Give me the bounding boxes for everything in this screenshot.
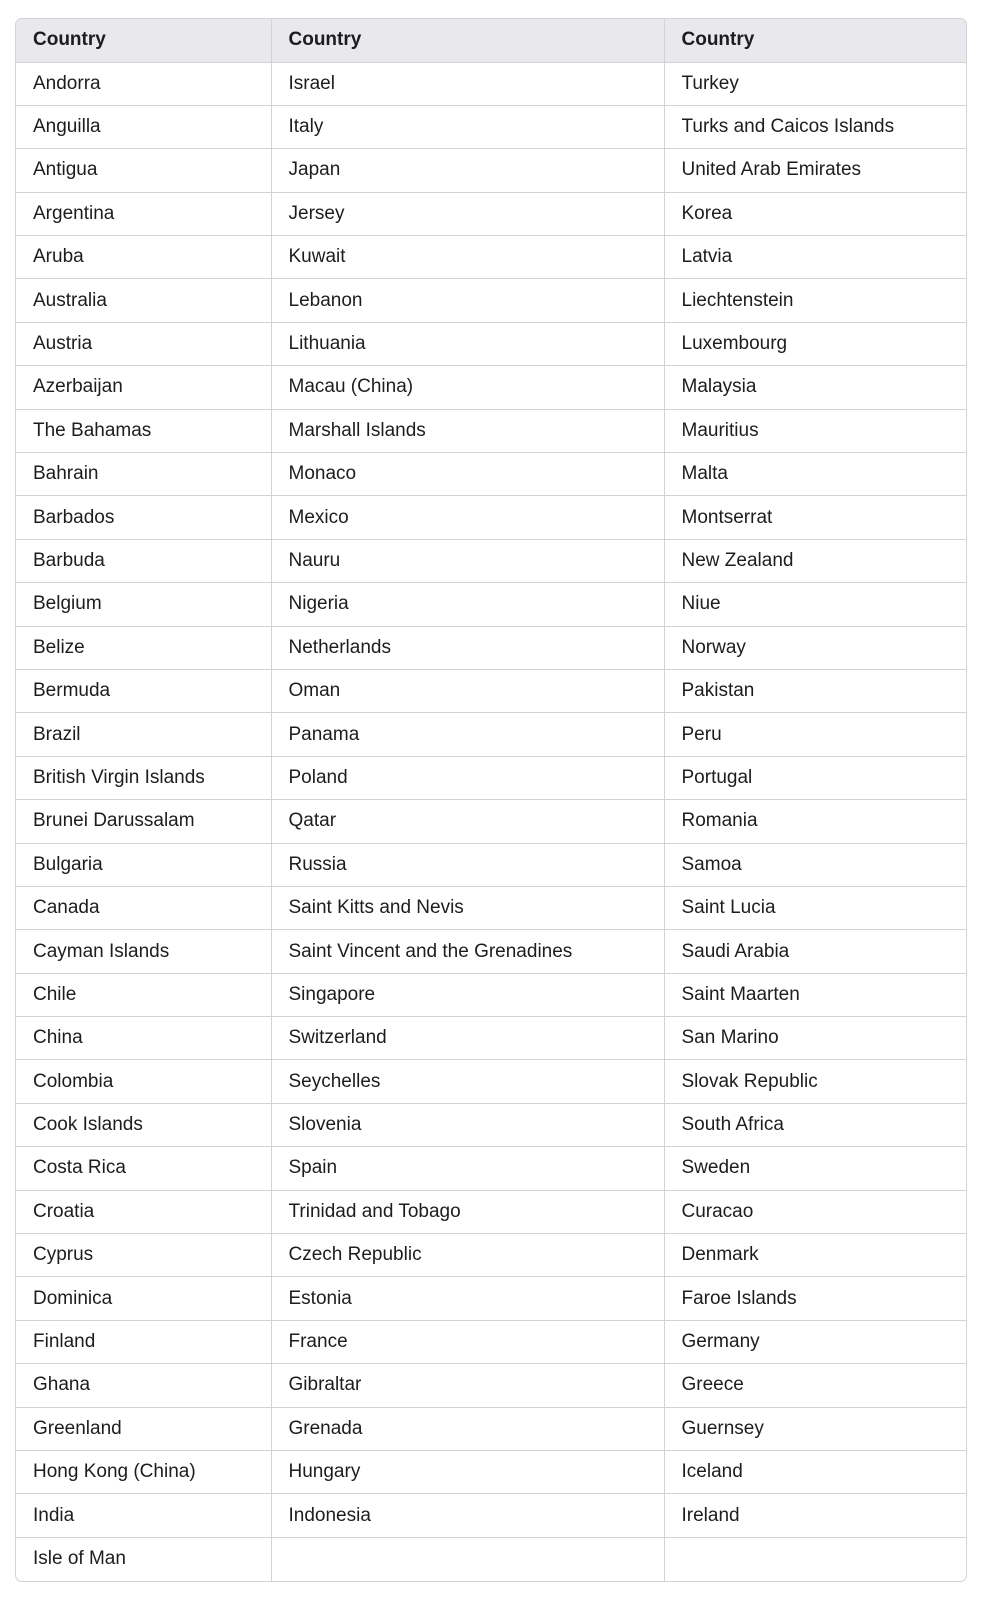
table-cell: Slovenia [271, 1103, 664, 1146]
table-cell: Guernsey [664, 1407, 966, 1450]
table-row [16, 453, 966, 496]
table-cell: Russia [271, 843, 664, 886]
table-cell: China [16, 1017, 271, 1060]
table-cell: Isle of Man [16, 1537, 271, 1580]
table-cell: Canada [16, 886, 271, 929]
table-row [16, 1320, 966, 1363]
table-cell: Hong Kong (China) [16, 1451, 271, 1494]
table-cell: Brunei Darussalam [16, 800, 271, 843]
table-cell: Pakistan [664, 669, 966, 712]
table-cell: Lebanon [271, 279, 664, 322]
table-cell: Chile [16, 973, 271, 1016]
table-cell: Slovak Republic [664, 1060, 966, 1103]
table-cell: Gibraltar [271, 1364, 664, 1407]
table-cell: Germany [664, 1320, 966, 1363]
table-cell: Bermuda [16, 669, 271, 712]
table-row [16, 1277, 966, 1320]
table-cell: Korea [664, 192, 966, 235]
table-row [16, 1190, 966, 1233]
table-row [16, 279, 966, 322]
table-row [16, 1103, 966, 1146]
table-cell: Singapore [271, 973, 664, 1016]
table-cell: Poland [271, 756, 664, 799]
table-cell: Turkey [664, 62, 966, 105]
table-cell: Bahrain [16, 453, 271, 496]
table-row [16, 843, 966, 886]
table-cell: Australia [16, 279, 271, 322]
table-cell: Iceland [664, 1451, 966, 1494]
table-row [16, 62, 966, 105]
country-table-container [15, 18, 967, 1582]
table-cell: Japan [271, 149, 664, 192]
table-cell: Peru [664, 713, 966, 756]
table-cell: Brazil [16, 713, 271, 756]
column-header: Country [271, 19, 664, 62]
table-row [16, 886, 966, 929]
table-cell: Malta [664, 453, 966, 496]
table-cell: France [271, 1320, 664, 1363]
table-cell: Niue [664, 583, 966, 626]
table-cell: Barbados [16, 496, 271, 539]
table-cell: Latvia [664, 236, 966, 279]
table-cell: Mauritius [664, 409, 966, 452]
table-cell: Nigeria [271, 583, 664, 626]
country-table [16, 19, 966, 1581]
table-cell: Andorra [16, 62, 271, 105]
table-cell: Greenland [16, 1407, 271, 1450]
table-cell: Saudi Arabia [664, 930, 966, 973]
table-cell: Saint Vincent and the Grenadines [271, 930, 664, 973]
table-row [16, 322, 966, 365]
table-row [16, 800, 966, 843]
table-cell: Turks and Caicos Islands [664, 105, 966, 148]
table-cell: Marshall Islands [271, 409, 664, 452]
table-cell: Faroe Islands [664, 1277, 966, 1320]
table-cell: Jersey [271, 192, 664, 235]
table-cell: Israel [271, 62, 664, 105]
table-cell: Saint Lucia [664, 886, 966, 929]
table-cell: Malaysia [664, 366, 966, 409]
table-cell: The Bahamas [16, 409, 271, 452]
table-cell: Luxembourg [664, 322, 966, 365]
table-cell: Anguilla [16, 105, 271, 148]
table-cell: Saint Kitts and Nevis [271, 886, 664, 929]
table-row [16, 930, 966, 973]
table-cell: Indonesia [271, 1494, 664, 1537]
table-cell: Greece [664, 1364, 966, 1407]
table-row [16, 713, 966, 756]
table-cell: Hungary [271, 1451, 664, 1494]
table-cell: Curacao [664, 1190, 966, 1233]
column-header: Country [664, 19, 966, 62]
table-cell: Oman [271, 669, 664, 712]
table-cell: Finland [16, 1320, 271, 1363]
table-cell: Lithuania [271, 322, 664, 365]
table-row [16, 973, 966, 1016]
table-cell: Trinidad and Tobago [271, 1190, 664, 1233]
table-row [16, 626, 966, 669]
table-cell: Belize [16, 626, 271, 669]
table-cell: Italy [271, 105, 664, 148]
table-cell: Ireland [664, 1494, 966, 1537]
table-cell: Bulgaria [16, 843, 271, 886]
table-cell: Estonia [271, 1277, 664, 1320]
table-cell: New Zealand [664, 539, 966, 582]
table-cell: Kuwait [271, 236, 664, 279]
table-row [16, 756, 966, 799]
table-row [16, 1494, 966, 1537]
table-cell: Panama [271, 713, 664, 756]
table-cell: Colombia [16, 1060, 271, 1103]
table-row [16, 669, 966, 712]
table-cell: Seychelles [271, 1060, 664, 1103]
table-cell: Grenada [271, 1407, 664, 1450]
table-row [16, 583, 966, 626]
table-cell: Switzerland [271, 1017, 664, 1060]
table-cell: South Africa [664, 1103, 966, 1146]
table-cell: Portugal [664, 756, 966, 799]
table-cell: Azerbaijan [16, 366, 271, 409]
table-cell: Macau (China) [271, 366, 664, 409]
table-cell [664, 1537, 966, 1580]
table-header-row [16, 19, 966, 62]
table-row [16, 409, 966, 452]
table-cell: Austria [16, 322, 271, 365]
table-cell: Denmark [664, 1234, 966, 1277]
table-cell: Barbuda [16, 539, 271, 582]
table-cell: Costa Rica [16, 1147, 271, 1190]
table-row [16, 105, 966, 148]
table-cell: Romania [664, 800, 966, 843]
table-cell: Cayman Islands [16, 930, 271, 973]
table-cell: India [16, 1494, 271, 1537]
table-row [16, 496, 966, 539]
table-row [16, 1451, 966, 1494]
table-cell: Cyprus [16, 1234, 271, 1277]
table-row [16, 149, 966, 192]
table-row [16, 192, 966, 235]
table-body [16, 62, 966, 1581]
table-cell: Norway [664, 626, 966, 669]
table-cell: Monaco [271, 453, 664, 496]
table-row [16, 1017, 966, 1060]
table-cell: Argentina [16, 192, 271, 235]
table-row [16, 1234, 966, 1277]
column-header: Country [16, 19, 271, 62]
table-cell: Qatar [271, 800, 664, 843]
table-cell: Spain [271, 1147, 664, 1190]
table-cell: Croatia [16, 1190, 271, 1233]
table-row [16, 1060, 966, 1103]
table-cell: Mexico [271, 496, 664, 539]
table-cell: Cook Islands [16, 1103, 271, 1146]
table-cell: Liechtenstein [664, 279, 966, 322]
table-cell: Belgium [16, 583, 271, 626]
table-cell: Antigua [16, 149, 271, 192]
table-cell: Montserrat [664, 496, 966, 539]
table-row [16, 1537, 966, 1580]
table-cell: Saint Maarten [664, 973, 966, 1016]
table-row [16, 1407, 966, 1450]
table-cell: British Virgin Islands [16, 756, 271, 799]
table-cell: Czech Republic [271, 1234, 664, 1277]
table-row [16, 236, 966, 279]
table-cell: Nauru [271, 539, 664, 582]
table-row [16, 1147, 966, 1190]
table-cell [271, 1537, 664, 1580]
table-cell: San Marino [664, 1017, 966, 1060]
table-cell: Sweden [664, 1147, 966, 1190]
table-cell: United Arab Emirates [664, 149, 966, 192]
table-cell: Samoa [664, 843, 966, 886]
table-row [16, 1364, 966, 1407]
table-row [16, 539, 966, 582]
table-cell: Ghana [16, 1364, 271, 1407]
table-cell: Netherlands [271, 626, 664, 669]
table-row [16, 366, 966, 409]
table-cell: Dominica [16, 1277, 271, 1320]
table-cell: Aruba [16, 236, 271, 279]
